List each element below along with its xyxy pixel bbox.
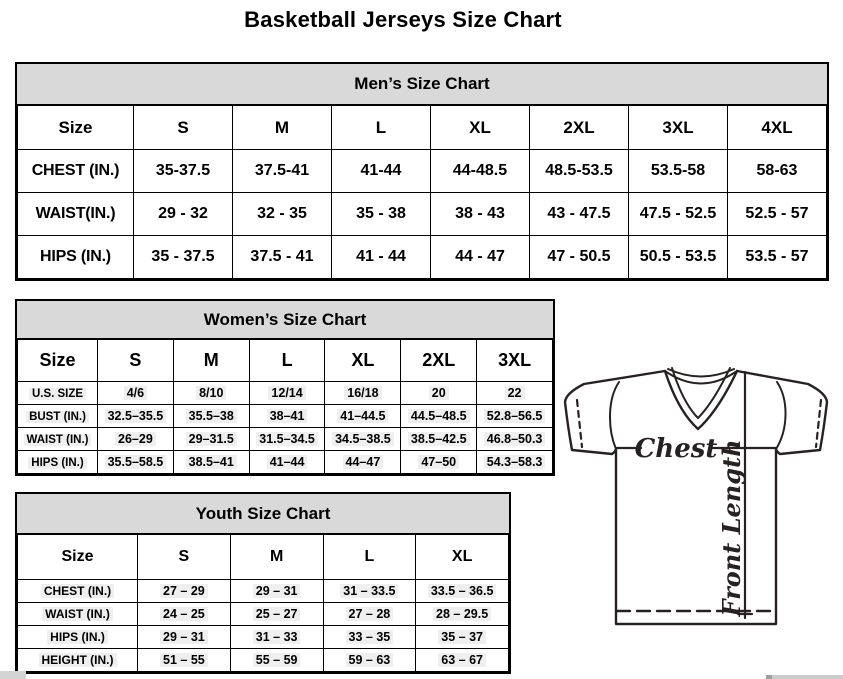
table-cell: 41 - 44 [332,236,431,279]
table-cell [230,626,323,649]
cell-value: 38–41 [267,409,308,423]
cell-value: 20 [429,386,449,400]
table-row [18,150,827,193]
cell-value: 29–31.5 [186,432,237,446]
cell-value: 27 – 29 [160,584,208,598]
page-title: Basketball Jerseys Size Chart [244,7,562,32]
table-row [18,649,509,672]
table-cell [477,428,553,451]
row-label-text: HIPS (IN.) [28,457,86,469]
cell-value: 34.5–38.5 [332,432,394,446]
cell-value: 4/6 [124,386,147,400]
table-cell [401,405,477,428]
table-cell [138,649,231,672]
cell-value: 29 – 31 [160,630,208,644]
table-cell [325,382,401,405]
table-cell [477,382,553,405]
table-row [18,451,553,474]
cell-value: 35.5–58.5 [105,455,167,469]
cell-value: 25 – 27 [253,607,301,621]
cell-value: 24 – 25 [160,607,208,621]
column-header: M [173,340,249,382]
table-cell [477,451,553,474]
cell-value: 26–29 [115,432,156,446]
table-cell [173,382,249,405]
row-label [18,451,98,474]
table-cell: 44-48.5 [431,150,530,193]
table-cell: 47 - 50.5 [530,236,629,279]
row-label-text: HEIGHT (IN.) [39,653,117,667]
column-header: XL [431,106,530,150]
table-cell [325,428,401,451]
mens-size-chart [15,62,829,281]
table-cell [230,649,323,672]
row-label: HIPS (IN.) [18,236,134,279]
horizontal-scrollbar-fragment-right[interactable] [766,675,843,679]
column-header: M [233,106,332,150]
column-header: 4XL [728,106,827,150]
table-cell [401,382,477,405]
table-cell [98,382,174,405]
table-cell: 58-63 [728,150,827,193]
column-header: XL [416,535,509,580]
table-cell: 35 - 38 [332,193,431,236]
row-label-text: BUST (IN.) [26,411,89,423]
size-corner-cell: Size [18,535,138,580]
table-cell [138,626,231,649]
cell-value: 32.5–35.5 [105,409,167,423]
collar-arc-inner [668,369,734,377]
table-cell [230,580,323,603]
column-header: 2XL [530,106,629,150]
table-cell [323,603,416,626]
youth-size-header-row [18,535,509,580]
cell-value: 35.5–38 [186,409,237,423]
cell-value: 44.5–48.5 [408,409,470,423]
cell-value: 33.5 – 36.5 [428,584,497,598]
row-label-text: WAIST (IN.) [42,607,113,621]
right-armhole-seam [776,382,786,449]
table-row [18,603,509,626]
row-label [18,603,138,626]
youth-size-chart [15,492,511,674]
row-label-text: CHEST (IN.) [41,584,114,598]
table-cell: 41-44 [332,150,431,193]
table-cell [98,405,174,428]
cell-value: 46.8–50.3 [484,432,546,446]
table-cell: 29 - 32 [134,193,233,236]
table-cell [138,603,231,626]
row-label-text: U.S. SIZE [29,388,86,400]
youth-table [17,534,509,672]
table-cell: 50.5 - 53.5 [629,236,728,279]
womens-size-chart [15,299,555,476]
scrollbar-thumb-edge[interactable] [766,675,772,679]
table-cell [416,649,509,672]
womens-table [17,339,553,474]
cell-value: 35 – 37 [438,630,486,644]
table-row [18,580,509,603]
table-cell: 37.5-41 [233,150,332,193]
table-cell [98,451,174,474]
row-label [18,580,138,603]
row-label [18,382,98,405]
table-cell [401,428,477,451]
cell-value: 54.3–58.3 [484,455,546,469]
table-cell [325,451,401,474]
youth-chart-title: Youth Size Chart [17,494,509,534]
cell-value: 8/10 [196,386,226,400]
cell-value: 41–44.5 [337,409,388,423]
table-cell [401,451,477,474]
column-header: S [98,340,174,382]
jersey-outline [565,371,827,624]
column-header: 2XL [401,340,477,382]
mens-size-header-row [18,106,827,150]
table-cell: 52.5 - 57 [728,193,827,236]
table-row [18,405,553,428]
table-cell [230,603,323,626]
cell-value: 31.5–34.5 [256,432,318,446]
row-label: CHEST (IN.) [18,150,134,193]
row-label [18,405,98,428]
table-cell: 53.5 - 57 [728,236,827,279]
row-label: WAIST(IN.) [18,193,134,236]
size-corner-cell: Size [18,106,134,150]
table-row [18,193,827,236]
right-cuff-dashed-line [816,400,821,447]
column-header: L [249,340,325,382]
table-cell [325,405,401,428]
table-cell [323,580,416,603]
table-cell [416,580,509,603]
table-cell [416,626,509,649]
table-row [18,382,553,405]
cell-value: 44–47 [343,455,384,469]
cell-value: 63 – 67 [438,653,486,667]
table-cell [416,603,509,626]
left-cuff-dashed-line [577,400,582,447]
cell-value: 55 – 59 [253,653,301,667]
row-label [18,626,138,649]
table-cell [323,626,416,649]
row-label [18,428,98,451]
cell-value: 51 – 55 [160,653,208,667]
table-cell: 32 - 35 [233,193,332,236]
cell-value: 41–44 [267,455,308,469]
horizontal-scrollbar-fragment-left[interactable] [0,671,26,679]
column-header: S [134,106,233,150]
table-cell: 48.5-53.5 [530,150,629,193]
cell-value: 38.5–41 [186,455,237,469]
cell-value: 33 – 35 [346,630,394,644]
table-cell: 35-37.5 [134,150,233,193]
column-header: 3XL [477,340,553,382]
column-header: S [138,535,231,580]
mens-chart-title: Men’s Size Chart [17,64,827,105]
front-length-label: Front Length [717,439,746,617]
womens-chart-title: Women’s Size Chart [17,301,553,339]
column-header: L [332,106,431,150]
table-cell [98,428,174,451]
table-cell [249,405,325,428]
cell-value: 22 [505,386,525,400]
table-cell: 38 - 43 [431,193,530,236]
table-row [18,626,509,649]
table-row [18,236,827,279]
column-header: M [230,535,323,580]
chest-label: Chest [634,434,718,464]
row-label-text: HIPS (IN.) [47,630,108,644]
row-label [18,649,138,672]
table-cell [323,649,416,672]
table-cell [249,382,325,405]
table-cell [138,580,231,603]
cell-value: 38.5–42.5 [408,432,470,446]
table-cell: 53.5-58 [629,150,728,193]
table-cell [477,405,553,428]
table-cell: 47.5 - 52.5 [629,193,728,236]
table-cell: 44 - 47 [431,236,530,279]
cell-value: 27 – 28 [346,607,394,621]
cell-value: 16/18 [344,386,381,400]
cell-value: 47–50 [418,455,459,469]
cell-value: 29 – 31 [253,584,301,598]
table-cell [249,428,325,451]
table-cell: 37.5 - 41 [233,236,332,279]
cell-value: 59 – 63 [346,653,394,667]
table-cell: 35 - 37.5 [134,236,233,279]
table-cell [173,451,249,474]
mens-table [17,105,827,279]
cell-value: 12/14 [268,386,305,400]
table-cell [173,405,249,428]
table-cell [173,428,249,451]
cell-value: 28 – 29.5 [433,607,491,621]
cell-value: 31 – 33 [253,630,301,644]
row-label-text: WAIST (IN.) [24,434,92,446]
womens-size-header-row [18,340,553,382]
table-cell: 43 - 47.5 [530,193,629,236]
table-cell [249,451,325,474]
cell-value: 52.8–56.5 [484,409,546,423]
table-row [18,428,553,451]
left-armhole-seam [610,382,619,449]
column-header: L [323,535,416,580]
size-corner-cell: Size [18,340,98,382]
column-header: XL [325,340,401,382]
jersey-diagram [555,366,843,666]
column-header: 3XL [629,106,728,150]
cell-value: 31 – 33.5 [340,584,398,598]
